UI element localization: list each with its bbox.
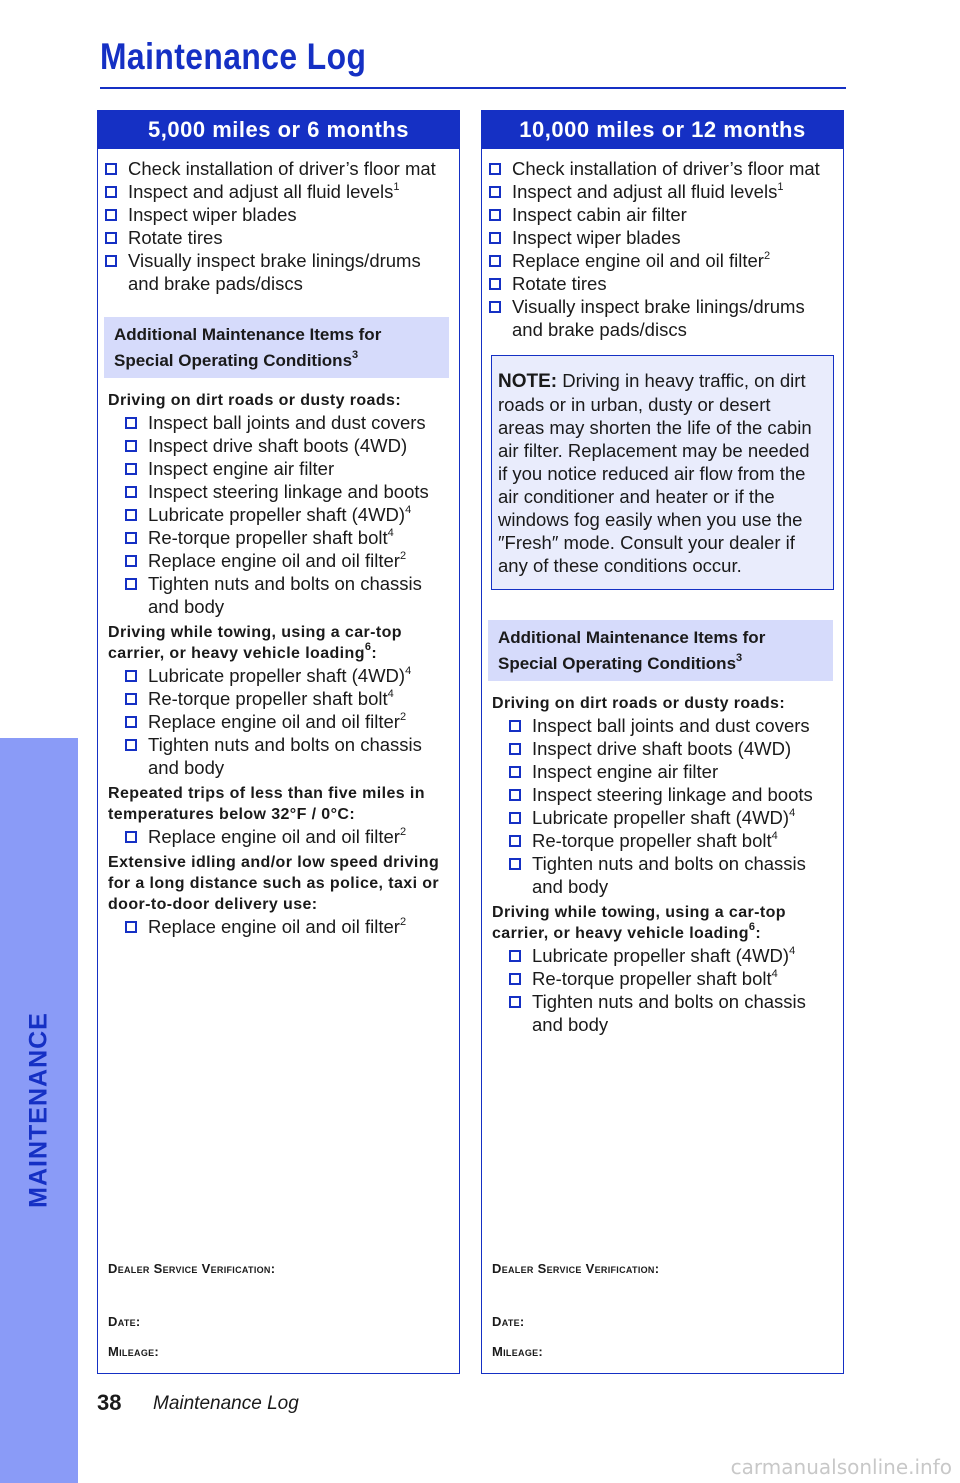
checklist-item-text (512, 203, 822, 226)
checklist-item (105, 549, 459, 572)
checklist-item (489, 783, 843, 806)
checklist-item-text (128, 203, 438, 226)
item-label: Inspect ball joints and dust covers (148, 412, 426, 433)
item-label: Lubricate propeller shaft (4WD) (148, 504, 406, 525)
condition-heading (482, 693, 843, 714)
checkbox[interactable] (125, 716, 137, 728)
condition-heading (482, 902, 843, 944)
checklist-item (105, 457, 459, 480)
checklist-item-text (148, 710, 438, 733)
item-label: Replace engine oil and oil filter (148, 711, 400, 732)
special-conditions (98, 390, 459, 938)
checklist-item (489, 714, 843, 737)
checkbox[interactable] (509, 835, 521, 847)
item-label: Inspect drive shaft boots (4WD) (532, 738, 792, 759)
condition-heading-colon: : (755, 925, 762, 942)
checklist-item-text (148, 572, 438, 618)
item-label: Inspect engine air filter (148, 458, 335, 479)
checklist-item (105, 226, 459, 249)
checklist-item (105, 687, 459, 710)
checklist-item (489, 852, 843, 898)
condition-heading (98, 783, 459, 825)
item-label: Replace engine oil and oil filter (512, 250, 764, 271)
footnote-ref: 1 (777, 181, 784, 193)
checklist-item-text (148, 687, 438, 710)
condition-checklist (482, 944, 843, 1036)
checkbox[interactable] (509, 950, 521, 962)
checklist-item (105, 249, 459, 295)
item-label: Inspect ball joints and dust covers (532, 715, 810, 736)
checklist-item (489, 157, 843, 180)
checklist-item (489, 760, 843, 783)
checklist-item-text (148, 434, 438, 457)
item-label: Visually inspect brake linings/drums and brake pads/discs (512, 296, 805, 340)
mileage-label: Mileage: (108, 1344, 160, 1359)
checklist-item-text (512, 272, 822, 295)
column-body (482, 149, 843, 1373)
checklist-item (105, 733, 459, 779)
mileage-label: Mileage: (492, 1344, 544, 1359)
checklist-item-text (512, 226, 822, 249)
footnote-ref: 3 (736, 652, 743, 664)
checklist-item (489, 226, 843, 249)
checkbox[interactable] (105, 255, 117, 267)
item-label: Re-torque propeller shaft bolt (148, 527, 388, 548)
item-label: Lubricate propeller shaft (4WD) (532, 807, 790, 828)
item-label: Replace engine oil and oil filter (148, 916, 400, 937)
checklist-item-text (532, 967, 822, 990)
column-header: 10,000 miles or 12 months (482, 111, 843, 149)
checkbox[interactable] (125, 509, 137, 521)
footnote-ref: 2 (399, 550, 407, 562)
date-label: Date: (492, 1314, 525, 1329)
checklist-item (489, 967, 843, 990)
checklist-item-text (532, 806, 822, 829)
cabin-filter-note (491, 355, 834, 590)
item-label: Tighten nuts and bolts on chassis and body (532, 853, 806, 897)
checklist-item-text (148, 526, 438, 549)
watermark: carmanualsonline.info (730, 1455, 952, 1479)
condition-heading-text: Driving on dirt roads or dusty roads: (108, 392, 402, 409)
item-label: Rotate tires (512, 273, 607, 294)
checklist-item (105, 710, 459, 733)
checklist-item-text (532, 944, 822, 967)
checkbox[interactable] (125, 693, 137, 705)
checkbox[interactable] (509, 766, 521, 778)
checklist-item (105, 503, 459, 526)
note-text: Driving in heavy traffic, on dirt roads or in urban, dusty or desert areas may shorten the life of the cabin air filter. Replacement may be needed if you notice reduced air flow from the air conditioner and heater or if the windows fog easily when you use the ″Fresh″ mode. Consult your dealer if any of these conditions occur. (498, 370, 812, 576)
checklist-item-text (532, 737, 822, 760)
checklist-item-text (512, 157, 822, 180)
checklist-item-text (148, 411, 438, 434)
item-label: Re-torque propeller shaft bolt (532, 830, 772, 851)
checklist-item (105, 526, 459, 549)
checklist-item (489, 737, 843, 760)
checklist-item-text (128, 180, 438, 203)
checkbox[interactable] (125, 532, 137, 544)
checklist-item (489, 203, 843, 226)
footnote-ref: 2 (399, 826, 407, 838)
checklist-item (105, 411, 459, 434)
item-label: Replace engine oil and oil filter (148, 550, 400, 571)
checklist-item-text (512, 249, 822, 272)
checklist-item (489, 829, 843, 852)
checklist-item (489, 806, 843, 829)
condition-heading (98, 622, 459, 664)
footnote-ref: 6 (748, 921, 756, 933)
condition-checklist (98, 411, 459, 618)
checkbox[interactable] (125, 463, 137, 475)
item-label: Lubricate propeller shaft (4WD) (148, 665, 406, 686)
item-label: Tighten nuts and bolts on chassis and body (148, 573, 422, 617)
checkbox[interactable] (509, 858, 521, 870)
checkbox[interactable] (125, 417, 137, 429)
footnote-ref: 4 (771, 830, 778, 842)
checklist-item-text (148, 825, 438, 848)
condition-checklist (98, 825, 459, 848)
checklist-item (105, 480, 459, 503)
checkbox[interactable] (489, 301, 501, 313)
item-label: Inspect engine air filter (532, 761, 719, 782)
item-label: Inspect wiper blades (128, 204, 297, 225)
checkbox[interactable] (125, 739, 137, 751)
checklist-item-text (532, 990, 822, 1036)
footnote-ref: 4 (405, 504, 412, 516)
item-label: Tighten nuts and bolts on chassis and body (532, 991, 806, 1035)
item-label: Inspect and adjust all fluid levels (128, 181, 394, 202)
checklist-item-text (148, 549, 438, 572)
checkbox[interactable] (509, 743, 521, 755)
checkbox[interactable] (105, 186, 117, 198)
checklist-item-text (128, 157, 438, 180)
item-label: Lubricate propeller shaft (4WD) (532, 945, 790, 966)
special-conditions (482, 693, 843, 1036)
additional-items-banner (104, 317, 449, 378)
additional-items-title: Additional Maintenance Items for Special Operating Conditions (114, 325, 382, 370)
checklist-item-text (532, 829, 822, 852)
checkbox[interactable] (489, 163, 501, 175)
checklist-item (105, 825, 459, 848)
condition-heading (98, 852, 459, 915)
checklist-item (489, 944, 843, 967)
footnote-ref: 3 (352, 349, 359, 361)
checklist-item-text (148, 503, 438, 526)
checkbox[interactable] (125, 921, 137, 933)
interval-column-5000 (97, 110, 460, 1374)
condition-heading-text: Driving while towing, using a car-top carrier, or heavy vehicle loading (492, 904, 786, 942)
additional-items-banner (488, 620, 833, 681)
checkbox[interactable] (105, 163, 117, 175)
checkbox[interactable] (489, 255, 501, 267)
checklist-item-text (148, 457, 438, 480)
checkbox[interactable] (105, 232, 117, 244)
checkbox[interactable] (125, 440, 137, 452)
condition-checklist (98, 915, 459, 938)
column-header: 5,000 miles or 6 months (98, 111, 459, 149)
standard-checklist (98, 157, 459, 295)
condition-heading-text: Driving on dirt roads or dusty roads: (492, 695, 786, 712)
checklist-item-text (512, 295, 822, 341)
checklist-item-text (512, 180, 822, 203)
page-title: Maintenance Log (100, 36, 367, 77)
checklist-item-text (128, 226, 438, 249)
checklist-item-text (148, 480, 438, 503)
checklist-item (489, 990, 843, 1036)
item-label: Rotate tires (128, 227, 223, 248)
checklist-item (105, 434, 459, 457)
checklist-item (105, 572, 459, 618)
condition-checklist (482, 714, 843, 898)
dealer-verification-label: Dealer Service Verification: (108, 1261, 276, 1276)
footnote-ref: 2 (399, 711, 407, 723)
checklist-item-text (148, 733, 438, 779)
footnote-ref: 2 (763, 250, 771, 262)
checkbox[interactable] (509, 973, 521, 985)
item-label: Inspect steering linkage and boots (148, 481, 429, 502)
item-label: Re-torque propeller shaft bolt (532, 968, 772, 989)
checkbox[interactable] (125, 486, 137, 498)
checklist-item (105, 915, 459, 938)
condition-heading-colon: : (371, 645, 378, 662)
checklist-item-text (148, 664, 438, 687)
footnote-ref: 4 (789, 807, 796, 819)
checklist-item (105, 664, 459, 687)
footnote-ref: 4 (405, 665, 412, 677)
checklist-item-text (532, 714, 822, 737)
section-side-label: MAINTENANCE (24, 1012, 53, 1208)
checklist-item (489, 249, 843, 272)
footer-section-name: Maintenance Log (153, 1393, 299, 1414)
checklist-item (489, 180, 843, 203)
footnote-ref: 4 (387, 688, 394, 700)
checklist-item-text (128, 249, 438, 295)
item-label: Re-torque propeller shaft bolt (148, 688, 388, 709)
checkbox[interactable] (489, 209, 501, 221)
checkbox[interactable] (489, 232, 501, 244)
item-label: Inspect drive shaft boots (4WD) (148, 435, 408, 456)
interval-column-10000 (481, 110, 844, 1374)
checkbox[interactable] (125, 578, 137, 590)
item-label: Inspect steering linkage and boots (532, 784, 813, 805)
item-label: Tighten nuts and bolts on chassis and body (148, 734, 422, 778)
condition-heading-text: Driving while towing, using a car-top carrier, or heavy vehicle loading (108, 624, 402, 662)
footnote-ref: 4 (789, 945, 796, 957)
footnote-ref: 4 (387, 527, 394, 539)
condition-heading-text: Repeated trips of less than five miles in temperatures below 32°F / 0°C: (108, 785, 425, 823)
checkbox[interactable] (489, 278, 501, 290)
checklist-item-text (532, 852, 822, 898)
checkbox[interactable] (125, 555, 137, 567)
checklist-item-text (532, 760, 822, 783)
additional-items-title: Additional Maintenance Items for Special Operating Conditions (498, 628, 766, 673)
item-label: Inspect cabin air filter (512, 204, 687, 225)
note-label: NOTE: (498, 371, 558, 392)
condition-heading (98, 390, 459, 411)
item-label: Check installation of driver’s floor mat (128, 158, 436, 179)
checkbox[interactable] (509, 789, 521, 801)
checklist-item-text (532, 783, 822, 806)
page-number: 38 (97, 1390, 122, 1415)
checklist-item (105, 157, 459, 180)
item-label: Replace engine oil and oil filter (148, 826, 400, 847)
dealer-verification-label: Dealer Service Verification: (492, 1261, 660, 1276)
checkbox[interactable] (125, 831, 137, 843)
date-label: Date: (108, 1314, 141, 1329)
item-label: Visually inspect brake linings/drums and brake pads/discs (128, 250, 421, 294)
checklist-item (489, 272, 843, 295)
footnote-ref: 6 (364, 641, 372, 653)
item-label: Inspect wiper blades (512, 227, 681, 248)
checkbox[interactable] (509, 720, 521, 732)
standard-checklist (482, 157, 843, 341)
checkbox[interactable] (105, 209, 117, 221)
checkbox[interactable] (489, 186, 501, 198)
checkbox[interactable] (509, 996, 521, 1008)
item-label: Inspect and adjust all fluid levels (512, 181, 778, 202)
checklist-item (105, 180, 459, 203)
checklist-item (489, 295, 843, 341)
title-rule (100, 87, 846, 89)
item-label: Check installation of driver’s floor mat (512, 158, 820, 179)
checkbox[interactable] (509, 812, 521, 824)
footnote-ref: 2 (399, 916, 407, 928)
checkbox[interactable] (125, 670, 137, 682)
checklist-item (105, 203, 459, 226)
condition-heading-text: Extensive idling and/or low speed driving for a long distance such as police, taxi or door-to-door delivery use: (108, 854, 440, 913)
footnote-ref: 1 (393, 181, 400, 193)
checklist-item-text (148, 915, 438, 938)
column-body (98, 149, 459, 1373)
condition-checklist (98, 664, 459, 779)
footnote-ref: 4 (771, 968, 778, 980)
